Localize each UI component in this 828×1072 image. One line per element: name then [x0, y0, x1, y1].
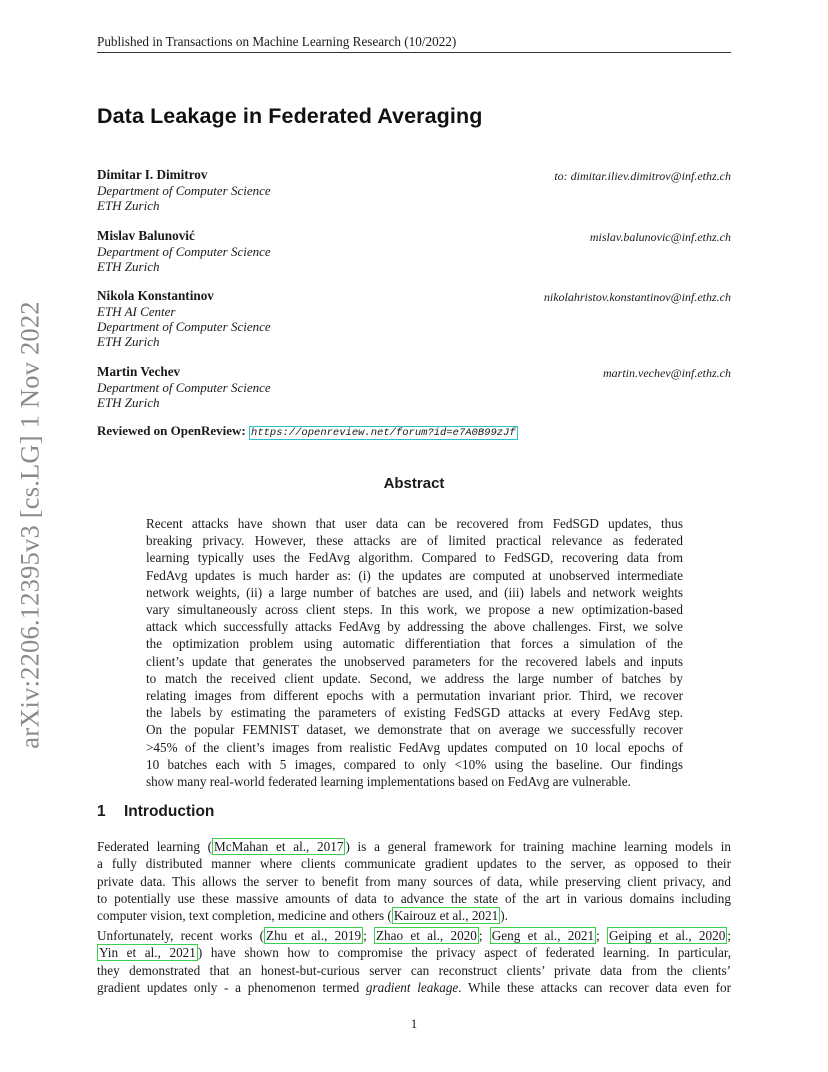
affiliation: ETH Zurich — [97, 395, 160, 411]
paragraph-line: private data. This allows the server to benefit from many sources of data, while preserving client privacy, and — [97, 873, 731, 889]
paragraph-line: Unfortunately, recent works ( Zhu et al., 2019 ; Zhao et al., 2020 ; Geng et al., 2021 ; Geiping et al., 2020 ; — [97, 928, 731, 943]
affiliation: ETH Zurich — [97, 259, 160, 275]
section-title: Introduction — [124, 803, 215, 820]
paragraph-line: a fully distributed manner where clients communicate gradient updates to the server, as opposed to their — [97, 856, 731, 872]
author-block-2 — [97, 228, 271, 274]
abstract-line: learning typically uses the FedAvg algorithm. Compared to FedSGD, recovering data from — [146, 550, 683, 566]
abstract-line: >45% of the client’s images from realistic FedAvg updates computed on 10 local epochs of — [146, 739, 683, 755]
arxiv-stamp — [10, 290, 50, 760]
author-email[interactable]: martin.vechev@inf.ethz.ch — [603, 366, 731, 380]
author-email[interactable]: to: dimitar.iliev.dimitrov@inf.ethz.ch — [554, 169, 731, 183]
running-header: Published in Transactions on Machine Learning Research (10/2022) — [97, 34, 457, 49]
citation-link[interactable]: McMahan et al., 2017 — [214, 839, 344, 854]
affiliation: ETH AI Center — [97, 304, 176, 319]
abstract-line: relating images from different epochs with a permutation invariant prior. Third, we recover — [146, 688, 683, 704]
citation-link[interactable]: Yin et al., 2021 — [99, 945, 196, 961]
author-name: Nikola Konstantinov — [97, 288, 214, 303]
abstract-line: the optimization problem using automatic differentiation that forces a simulation of the — [146, 636, 683, 652]
emphasis-term: gradient leakage — [365, 979, 459, 995]
author-block-1 — [97, 167, 271, 213]
abstract-line: FedAvg updates is much harder as: (i) the updates are computed at unobserved intermediate — [146, 567, 683, 583]
paper-title: Data Leakage in Federated Averaging — [97, 104, 483, 128]
author-block-4 — [97, 364, 271, 410]
abstract-line: breaking privacy. However, these attacks are of limited practical relevance as federated — [146, 533, 683, 549]
abstract-line: network weights, (ii) a large number of batches are used, and (iii) labels and network weights — [146, 584, 683, 600]
paragraph-line: computer vision, text completion, medicine and others ( Kairouz et al., 2021 ). — [97, 908, 508, 924]
abstract-line: On the popular FEMNIST dataset, we demonstrate that on average we successfully recover — [146, 722, 683, 738]
abstract-line: attack which successfully attacks FedAvg by addressing the above challenges. First, we solve — [146, 619, 683, 635]
author-name: Martin Vechev — [97, 364, 181, 379]
header-rule — [97, 52, 731, 53]
citation-link[interactable]: Zhu et al., 2019 — [266, 928, 362, 943]
affiliation: ETH Zurich — [97, 334, 160, 350]
author-email[interactable]: nikolahristov.konstantinov@inf.ethz.ch — [543, 290, 731, 304]
affiliation: Department of Computer Science — [97, 183, 271, 198]
affiliation: Department of Computer Science — [97, 380, 271, 395]
paragraph-line: gradient updates only - a phenomenon termed gradient leakage. While these attacks can recover data even for — [97, 979, 731, 995]
abstract-heading: Abstract — [383, 475, 445, 492]
affiliation: Department of Computer Science — [97, 319, 271, 335]
citation-link[interactable]: Geiping et al., 2020 — [609, 928, 726, 943]
review-label: Reviewed on OpenReview: — [97, 423, 246, 438]
citation-link[interactable]: Geng et al., 2021 — [491, 928, 595, 943]
arxiv-stamp-text: arXiv:2206.12395v3 [cs.LG] 1 Nov 2022 — [14, 301, 45, 749]
abstract-line: show many real-world federated learning implementations based on FedAvg are vulnerable. — [146, 774, 631, 790]
affiliation: ETH Zurich — [97, 198, 160, 214]
section-number: 1 — [97, 803, 106, 820]
page-number: 1 — [410, 1016, 418, 1031]
abstract-line: Recent attacks have shown that user data can be recovered from FedSGD updates, thus — [146, 516, 683, 531]
author-block-3 — [97, 288, 271, 350]
author-name: Mislav Balunović — [97, 228, 195, 243]
paragraph-line: Federated learning ( McMahan et al., 2017 ) is a general framework for training machine learning models in — [97, 839, 731, 854]
openreview-link[interactable]: https://openreview.net/forum?id=e7A0B99zJf — [251, 427, 516, 439]
author-email[interactable]: mislav.balunovic@inf.ethz.ch — [589, 230, 731, 244]
affiliation: Department of Computer Science — [97, 244, 271, 259]
citation-link[interactable]: Zhao et al., 2020 — [375, 928, 477, 943]
intro-paragraph-2 — [97, 927, 731, 996]
abstract-line: client’s update that generates the unobserved parameters for the recovered labels and inputs — [146, 653, 683, 669]
review-line — [97, 423, 518, 439]
section-heading — [97, 803, 214, 821]
abstract-line: vary simultaneously across client steps. In this work, we propose a new optimization-based — [146, 602, 683, 618]
abstract-body — [146, 515, 683, 790]
paragraph-line: to potentially use these massive amounts of data to advance the state of the art in various domains including — [97, 890, 731, 906]
intro-paragraph-1 — [97, 838, 731, 924]
paragraph-line: Yin et al., 2021 ) have shown how to compromise the privacy aspect of federated learning. In particular, — [99, 945, 731, 961]
abstract-line: the labels by estimating the parameters of existing FedSGD attacks at every FedAvg step. — [146, 705, 683, 721]
abstract-line: 10 batches each with 5 images, compared to only <10% using the baseline. Our findings — [146, 756, 683, 772]
citation-link[interactable]: Kairouz et al., 2021 — [393, 908, 499, 924]
abstract-line: to match the received client update. Second, we address the large number of batches by — [146, 670, 683, 686]
author-name: Dimitar I. Dimitrov — [97, 167, 208, 182]
paragraph-line: they demonstrated that an honest-but-curious server can reconstruct clients’ private data from the clients’ — [97, 962, 731, 978]
